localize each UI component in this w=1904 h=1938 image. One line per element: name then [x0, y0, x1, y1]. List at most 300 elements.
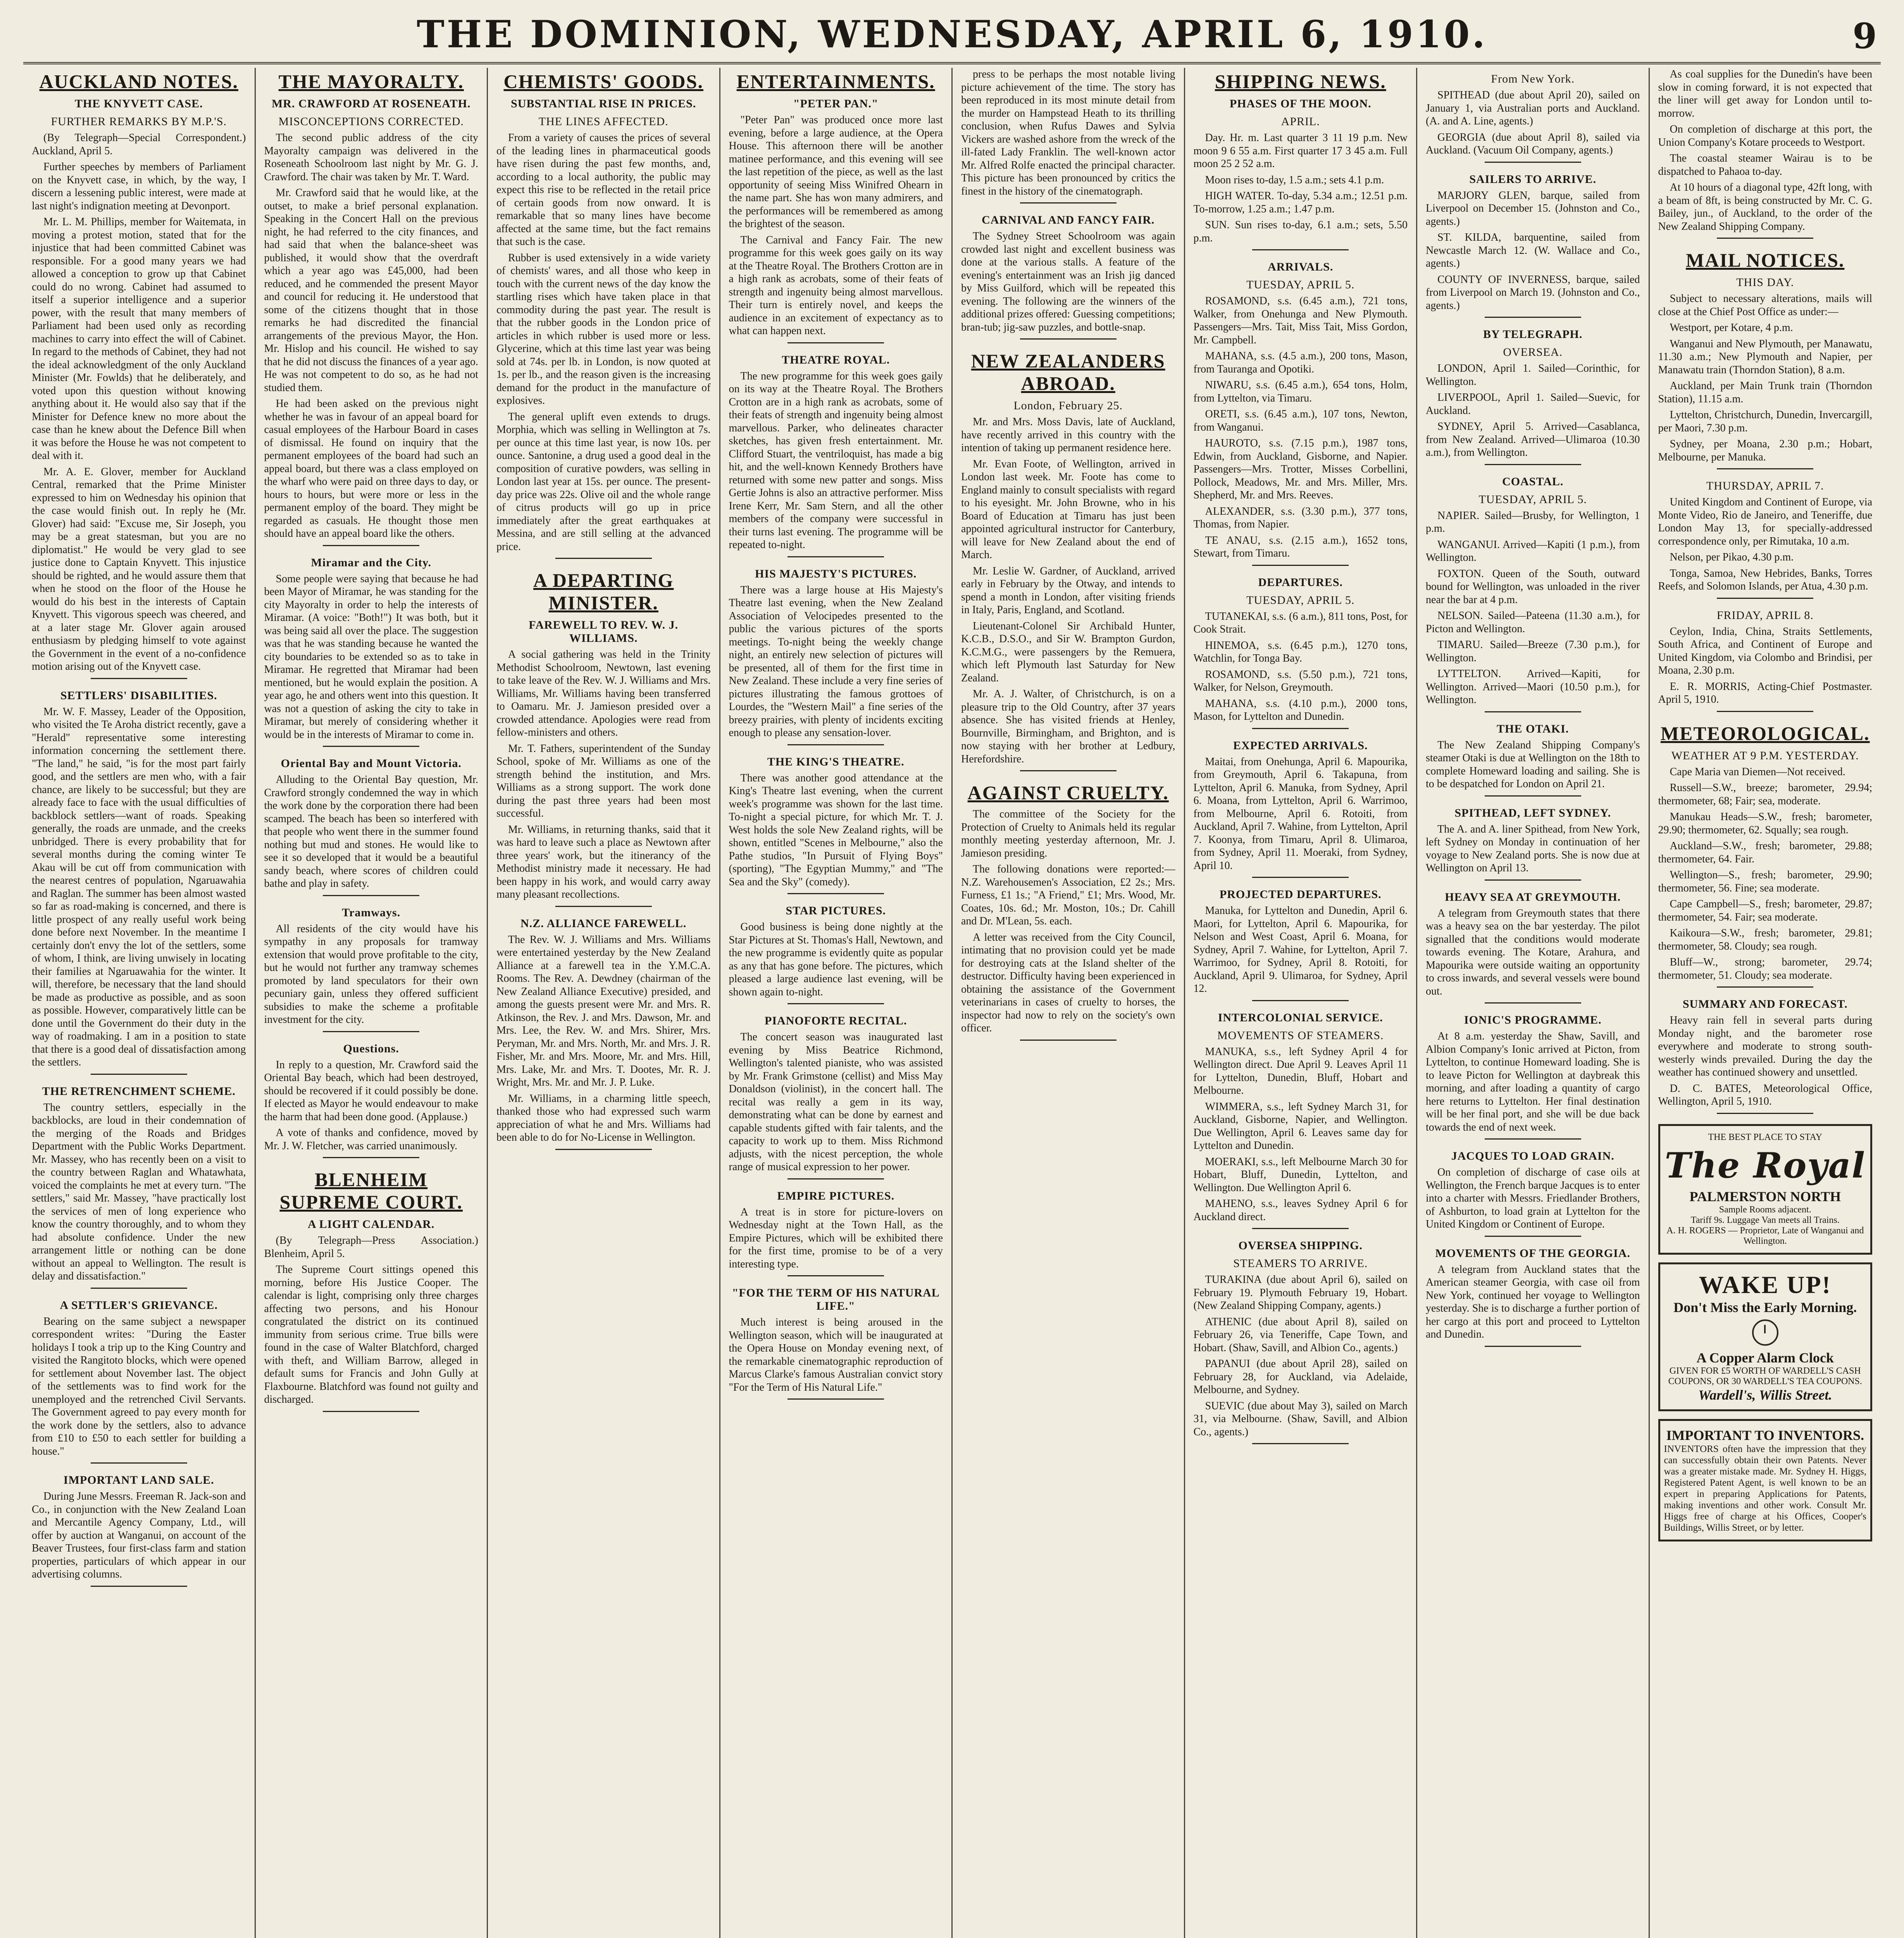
section-divider [323, 1031, 419, 1032]
article-subhead: "PETER PAN." [793, 97, 879, 110]
section-divider [555, 906, 652, 907]
article-subhead: "FOR THE TERM OF HIS NATURAL LIFE." [732, 1286, 940, 1312]
article-subhead: JACQUES TO LOAD GRAIN. [1451, 1150, 1615, 1162]
article-paragraph: HIGH WATER. To-day, 5.34 a.m.; 12.51 p.m. To-morrow, 1.25 a.m.; 1.47 p.m. [1193, 190, 1408, 215]
ad-tagline: THE BEST PLACE TO STAY [1708, 1132, 1823, 1142]
article-paragraph: Rubber is used extensively in a wide variety of chemists' wares, and all those who keep in touch with the current news of the day know the startling rises which have taken place in that commodity during the past year. The result is that the rubber goods in the London price of articles in which rubber is used more or less. Glycerine, which at this time last year was being sold at 74s. per lb. in London, is now quoted at 1s. per lb., and the reason given is the increasing demand for the product in the manufacture of explosives. [496, 252, 711, 407]
article-paragraph: HINEMOA, s.s. (6.45 p.m.), 1270 tons, Watchlin, for Tonga Bay. [1193, 639, 1408, 664]
article-paragraph: Westport, per Kotare, 4 p.m. [1670, 322, 1793, 334]
clock-advertisement [1658, 1262, 1873, 1411]
article-subhead: MOVEMENTS OF THE GEORGIA. [1435, 1247, 1630, 1260]
newspaper-column-8 [1650, 68, 1881, 1938]
article-paragraph: On completion of discharge at this port, the Union Company's Kotare proceeds to Westport. [1658, 123, 1872, 148]
section-divider [1485, 162, 1581, 163]
article-subhead: Oriental Bay and Mount Victoria. [281, 757, 462, 770]
article-kicker: THURSDAY, APRIL 7. [1706, 479, 1824, 492]
section-divider [323, 746, 419, 747]
article-headline: BLENHEIM SUPREME COURT. [279, 1169, 463, 1213]
article-subhead: OVERSEA SHIPPING. [1238, 1239, 1363, 1252]
article-paragraph: At 8 a.m. yesterday the Shaw, Savill, and Albion Company's Ionic arrived at Picton, from Lyttelton, to continue Homeward loading. She is to leave Picton for Wellington at daybreak this morning, and after loading a quantity of cargo here returns to Lyttelton. Her final destination will be her final port, and she will be due back towards the end of next week. [1426, 1030, 1640, 1133]
article-paragraph: SYDNEY, April 5. Arrived—Casablanca, from New Zealand. Arrived—Ulimaroa (10.30 a.m.), from Wellington. [1426, 421, 1640, 459]
article-paragraph: Mr. A. J. Walter, of Christchurch, is on a pleasure trip to the Old Country, after 37 years absence. She has visited friends at Henley, Bournville, Birmingham, and Brighton, and is now staying with her brother at Ledbury, Herefordshire. [961, 688, 1175, 765]
article [264, 906, 479, 1032]
article-paragraph: Mr. L. M. Phillips, member for Waitemata, in moving a protest motion, stated that for the injustice that had been committed Cabinet was responsible. For a good many years we had allowed a conception to grow up that Cabinet could do no wrong. Cabinet had assumed to itself a superior intelligence and a superior power, with the result that many members of Parliament had been used only as recording machines to carry into effect the will of Cabinet. In regard to the methods of Cabinet, they had not the ideal acknowledgment of the only Auckland Minister (Mr. Fowlds) that he deliberately, and voted upon this question without knowing anything about it. He would also say that if the Minister for Defence knew no more about the case than he knew about the Defence Bill when it was before the House he was not competent to deal with it. [32, 216, 246, 462]
article [496, 917, 711, 1150]
section-divider [787, 1003, 884, 1004]
article-paragraph: The following donations were reported:—N.Z. Warehousemen's Association, £2 2s.; Mrs. Furness, £1 1s.; "A Friend," £1; Mrs. Wood, Mr. Coates, 10s. 6d.; Mr. Moston, 10s.; Dr. Cahill and Dr. M'Lean, 5s. each. [961, 863, 1175, 927]
article-kicker: MISCONCEPTIONS CORRECTED. [278, 115, 464, 128]
section-divider [1252, 1000, 1349, 1001]
page-number: 9 [1852, 16, 1877, 57]
section-divider [323, 545, 419, 546]
article-subhead: N.Z. ALLIANCE FAREWELL. [520, 917, 687, 930]
article-subhead: THEATRE ROYAL. [782, 353, 890, 366]
article-subhead: A LIGHT CALENDAR. [308, 1218, 435, 1231]
section-divider [91, 678, 187, 679]
article-subhead: EMPIRE PICTURES. [777, 1189, 895, 1202]
article-kicker: FURTHER REMARKS BY M.P.'S. [51, 115, 227, 128]
patent-advertisement [1658, 1419, 1873, 1541]
article-paragraph: PAPANUI (due about April 28), sailed on February 28, for Auckland, via Adelaide, Melbourne, and Sydney. [1193, 1358, 1408, 1396]
article-kicker: THE LINES AFFECTED. [538, 115, 669, 128]
section-divider [555, 1149, 652, 1150]
newspaper-column-1 [23, 68, 256, 1938]
store-name: Wardell's, Willis Street. [1698, 1387, 1832, 1403]
section-divider [323, 895, 419, 896]
article-paragraph: press to be perhaps the most notable living picture achievement of the time. The story has been reproduced in its most minute detail from the murder on Hampstead Heath to its thrilling conclusion, when Rufus Dawes and Sylvia Vickers are washed ashore from the wreck of the ill-fated Lady Franklin. The well-known actor Mr. Alfred Rolfe enacted the principal character. This picture has been pronounced by critics the finest in the history of the cinematograph. [961, 68, 1175, 197]
article-paragraph: WIMMERA, s.s., left Sydney March 31, for Auckland, Gisborne, Napier, and Wellington. Due Wellington, April 6. Leaves same day for Lyttelton and Dunedin. [1193, 1100, 1408, 1152]
article [1658, 609, 1873, 712]
article-paragraph: Kaikoura—S.W., fresh; barometer, 29.81; thermometer, 58. Cloudy; sea rough. [1658, 927, 1872, 952]
article-paragraph: During June Messrs. Freeman R. Jack-son and Co., in conjunction with the New Zealand Loan and Mercantile Agency Company, Ltd., will offer by auction at Wanganui, on account of the Beaver Trustees, four first-class farm and station properties, particulars of which appear in our advertising columns. [32, 1490, 246, 1580]
article-paragraph: Some people were saying that because he had been Mayor of Miramar, he was standing for the city Mayoralty in order to help the interests of Miramar. (A voice: "Both!") It was both, but it was being said all over the place. The suggestion was that he was standing because he wanted the city boundaries to be extended so as to take in Miramar. He regretted that Miramar had been mentioned, but he would explain the position. A year ago, he and others went into this question. It was not a question of asking the city to take in Miramar, but merely of considering whether it would be in the interests of Miramar to come in. [264, 572, 478, 741]
article-kicker: WEATHER AT 9 P.M. YESTERDAY. [1671, 749, 1859, 762]
article-paragraph: NAPIER. Sailed—Brusby, for Wellington, 1 p.m. [1426, 509, 1640, 535]
article-subhead: EXPECTED ARRIVALS. [1233, 739, 1368, 752]
section-divider [787, 556, 884, 557]
article-subhead: SUMMARY AND FORECAST. [1682, 998, 1848, 1010]
article-headline: METEOROLOGICAL. [1660, 722, 1870, 744]
article [496, 70, 711, 559]
article-paragraph: There was another good attendance at the King's Theatre last evening, when the current week's programme was shown for the last time. To-night a special picture, for which Mr. T. J. West holds the sole New Zealand rights, will be shown, entitled "Scenes in Melbourne," also the Pathe studios, "In Pursuit of Flying Boys" (sporting), "The Egyptian Mummy," and "The Sea and the Sky" (comedy). [729, 772, 943, 888]
article-subhead: HIS MAJESTY'S PICTURES. [755, 567, 917, 580]
article-paragraph: Sydney, per Moana, 2.30 p.m.; Hobart, Melbourne, per Manuka. [1658, 438, 1872, 463]
article-headline: THE MAYORALTY. [278, 71, 464, 92]
newspaper-column-5 [953, 68, 1185, 1938]
newspaper-column-4 [720, 68, 953, 1938]
section-divider [1485, 464, 1581, 465]
article-subhead: Miramar and the City. [311, 556, 431, 569]
article [729, 567, 943, 745]
article [729, 1190, 943, 1277]
article-paragraph: Auckland—S.W., fresh; barometer, 29.88; thermometer, 64. Fair. [1658, 840, 1872, 865]
article-subhead: FAREWELL TO REV. W. J. WILLIAMS. [529, 619, 679, 645]
section-divider [787, 1178, 884, 1179]
article-subhead: IMPORTANT LAND SALE. [63, 1474, 214, 1486]
article-kicker: TUESDAY, APRIL 5. [1246, 278, 1355, 291]
section-divider [1717, 468, 1813, 469]
article-subhead: PHASES OF THE MOON. [1229, 97, 1372, 110]
article-subhead: STAR PICTURES. [786, 904, 886, 917]
article-headline: MAIL NOTICES. [1686, 249, 1845, 271]
article-paragraph: MOERAKI, s.s., left Melbourne March 30 for Hobart, Bluff, Dunedin, Lyttelton, and Wellington. Due Wellington April 6. [1193, 1155, 1408, 1194]
article-kicker: FRIDAY, APRIL 8. [1716, 609, 1814, 622]
section-divider [91, 1288, 187, 1289]
article [32, 1474, 246, 1587]
article [1194, 888, 1408, 1001]
article-headline: AUCKLAND NOTES. [39, 71, 238, 92]
article [729, 353, 943, 557]
article-paragraph: Lyttelton, Christchurch, Dunedin, Invercargill, per Maori, 7.30 p.m. [1658, 409, 1872, 434]
article [1426, 891, 1640, 1004]
article-paragraph: Manuka, for Lyttelton and Dunedin, April 6. Maori, for Lyttelton, April 6. Mapourika, for Nelson and West Coast, April 6. Moana, for Sydney, April 7. Wahine, for Lyttelton, April 7. Warrimoo, for Sydney, April 8. Rotoiti, for Auckland, April 9. Ulimaroa, for Sydney, April 12. [1193, 905, 1408, 995]
article-paragraph: A vote of thanks and confidence, moved by Mr. J. W. Fletcher, was carried unanimously. [264, 1127, 478, 1152]
section-divider [1020, 1040, 1117, 1041]
masthead-title: THE DOMINION, WEDNESDAY, APRIL 6, 1910. [417, 12, 1487, 56]
article-paragraph: A letter was received from the City Council, intimating that no provision could yet be made for destroying cats at the Island shelter of the destructor. Difficulty having been experienced in obtaining the assistance of the Government veterinarians in cases of cruelty to horses, the inspector had now to rely on the society's own officer. [961, 931, 1175, 1034]
article [729, 904, 943, 1004]
article [1194, 739, 1408, 878]
article-subhead: HEAVY SEA AT GREYMOUTH. [1445, 890, 1621, 903]
article-subhead: THE RETRENCHMENT SCHEME. [42, 1085, 236, 1098]
article-subhead: SETTLERS' DISABILITIES. [60, 689, 217, 702]
newspaper-column-7 [1417, 68, 1650, 1938]
article-kicker: STEAMERS TO ARRIVE. [1233, 1257, 1368, 1270]
article [1426, 1014, 1640, 1140]
ad-body: INVENTORS often have the impression that they can successfully obtain their own Patents. Never was a greater mistake made. Mr. Sydney H. Higgs, Registered Patent Agent, is well known to be an expert in preparing Applications for Patents, making inventions and other work. Consult Mr. Higgs free of charge at his Offices, Cooper's Buildings, Willis Street, or by letter. [1664, 1443, 1866, 1533]
article-paragraph: The committee of the Society for the Protection of Cruelty to Animals held its regular monthly meeting yesterday afternoon, Mr. J. Jamieson presiding. [961, 808, 1175, 859]
article-paragraph: Nelson, per Pikao, 4.30 p.m. [1670, 551, 1794, 563]
article-paragraph: The Carnival and Fancy Fair. The new programme for this week goes gaily on its way at the Theatre Royal. The Brothers Crotton are in a high rank as acrobats, some of their feats of strength and ingenuity being almost marvellous. Their turn is entirely novel, and keeps the audience in an excitement of expectancy as to what can happen next. [729, 234, 943, 337]
article-paragraph: The coastal steamer Wairau is to be dispatched to Pahaoa to-day. [1658, 152, 1872, 178]
article-paragraph: A telegram from Greymouth states that there was a heavy sea on the bar yesterday. The pilot signalled that the conditions would moderate towards evening. The Kotare, Arahura, and Mapourika were outside waiting an opportunity to cross inwards, and several vessels were bound out. [1426, 907, 1640, 997]
article-paragraph: Auckland, per Main Trunk train (Thorndon Station), 11.15 a.m. [1658, 380, 1872, 405]
article [1426, 328, 1640, 465]
article-subhead: MR. CRAWFORD AT ROSENEATH. [271, 97, 471, 110]
section-divider [1485, 1002, 1581, 1003]
article-paragraph: TIMARU. Sailed—Breeze (7.30 p.m.), for Wellington. [1426, 639, 1640, 664]
article-kicker: MOVEMENTS OF STEAMERS. [1217, 1029, 1384, 1042]
article-paragraph: The Sydney Street Schoolroom was again crowded last night and excellent business was done at the various stalls. A feature of the evening's entertainment was an Irish jig danced by Miss Guilford, which will be repeated this evening. The following are the winners of the additional prizes offered: Guessing competitions; bran-tub; jig-saw puzzles, and bottle-snap. [961, 230, 1175, 333]
article-paragraph: In reply to a question, Mr. Crawford said the Oriental Bay beach, which had been destroyed, should be recovered if it could possibly be done. If elected as Mayor he would endeavour to make the harm that had been done good. (Applause.) [264, 1059, 478, 1123]
article [1426, 173, 1640, 318]
article-paragraph: MARJORY GLEN, barque, sailed from Liverpool on December 15. (Johnston and Co., agents.) [1426, 189, 1640, 228]
article [729, 755, 943, 895]
article-subhead: SPITHEAD, LEFT SYDNEY. [1454, 806, 1611, 819]
article-paragraph: MAHANA, s.s. (4.10 p.m.), 2000 tons, Mason, for Lyttelton and Dunedin. [1193, 697, 1408, 722]
article-paragraph: Ceylon, India, China, Straits Settlements, South Africa, and Continent of Europe and United Kingdom, via Colombo and Brindisi, per Moana, 2.30 p.m. [1658, 625, 1872, 676]
ad-offer-title: A Copper Alarm Clock [1696, 1350, 1834, 1366]
article [1426, 72, 1640, 163]
article-headline: A DEPARTING MINISTER. [533, 569, 674, 614]
article-paragraph: Cape Maria van Diemen—Not received. [1670, 766, 1845, 778]
article-paragraph: Good business is being done nightly at the Star Pictures at St. Thomas's Hall, Newtown, and the new programme is evidently quite as popular as any that has gone before. The pictures, which pleased a large audience last evening, will be shown again to-night. [729, 921, 943, 998]
section-divider [323, 1411, 419, 1412]
article-paragraph: COUNTY OF INVERNESS, barque, sailed from Liverpool on March 19. (Johnston and Co., agents.) [1426, 273, 1640, 312]
article-subhead: PROJECTED DEPARTURES. [1219, 888, 1382, 901]
article [1194, 576, 1408, 729]
article-subhead: THE KING'S THEATRE. [767, 755, 905, 768]
hotel-line: Sample Rooms adjacent. [1719, 1204, 1811, 1215]
article-paragraph: United Kingdom and Continent of Europe, via Monte Video, Rio de Janeiro, and Teneriffe, due London May 13, for specially-addressed correspondence only, per Rimutaka, 10 a.m. [1658, 496, 1872, 547]
section-divider [1020, 338, 1117, 340]
article-kicker: London, February 25. [1013, 399, 1123, 412]
article [961, 350, 1175, 771]
article-paragraph: There was a large house at His Majesty's Theatre last evening, when the New Zealand Association of Velocipedes presented to the public the various pictures of the sports meetings. To-night being the weekly change night, an entirely new selection of pictures will be presented, all of them for the first time in New Zealand. These include a very fine series of pictures illustrating the famous grottoes of Lourdes, the "Western Mail" a fine series of the breezy prairies, with plenty of incidents exciting enough to please any sensation-lover. [729, 584, 943, 739]
article-paragraph: Maitai, from Onehunga, April 6. Mapourika, from Greymouth, April 6. Takapuna, from Lyttelton, April 6. Manuka, from Sydney, April 6. Moana, from Lyttelton, April 6. Warrimoo, from Melbourne, April 6. Rotoiti, from Auckland, April 7. Wahine, from Lyttelton, April 7. Koonya, from Timaru, April 8. Ulimaroa, from Sydney, April 11. Moeraki, from Sydney, April 10. [1193, 755, 1408, 872]
article-paragraph: Further speeches by members of Parliament on the Knyvett case, in which, by the way, I discern a lessening public interest, were made at last night's indignation meeting at Devonport. [32, 161, 246, 212]
article-subhead: Questions. [343, 1042, 399, 1055]
article-paragraph: NIWARU, s.s. (6.45 a.m.), 654 tons, Holm, from Lyttelton, via Timaru. [1193, 379, 1408, 404]
article-paragraph: He had been asked on the previous night whether he was in favour of an appeal board for casual employees of the Harbour Board in cases of dismissal. He found on inquiry that the permanent employees of the board had such an appeal board, but there was a class employed on the wharf who were paid on three days to day, or hours to hours, but were more or less in the permanent employ of the board. They might be regarded as casuals. He thought those men should have an appeal board like the others. [264, 398, 478, 540]
section-divider [1252, 1228, 1349, 1229]
section-divider [1485, 1138, 1581, 1140]
section-divider [1717, 986, 1813, 988]
hotel-advertisement [1658, 1124, 1873, 1255]
article-paragraph: NELSON. Sailed—Pateena (11.30 a.m.), for Picton and Wellington. [1426, 610, 1640, 635]
article [1194, 70, 1408, 250]
article-paragraph: From a variety of causes the prices of several of the leading lines in pharmaceutical goods have risen during the past few months, and, according to a local authority, the public may expect this rise to be reflected in the retail price of certain goods from now onward. It is remarkable that so many lines have become affected at the same time, but the fact remains that such is the case. [496, 132, 711, 248]
article-paragraph: ORETI, s.s. (6.45 a.m.), 107 tons, Newton, from Wanganui. [1193, 408, 1408, 433]
clock-icon [1664, 1319, 1867, 1346]
article-headline: AGAINST CRUELTY. [967, 782, 1169, 803]
article [264, 70, 479, 546]
section-divider [1020, 202, 1117, 203]
article [1194, 260, 1408, 566]
article [32, 70, 246, 679]
article-paragraph: Moon rises to-day, 1.5 a.m.; sets 4.1 p.m. [1205, 174, 1384, 186]
article-paragraph: HAUROTO, s.s. (7.15 p.m.), 1987 tons, Edwin, from Auckland, Gisborne, and Napier. Passengers—Mrs. Trotter, Misses Corbellini, Pollock, Meadows, Mr. and Mrs. Miller, Mrs. Shepherd, Mr. and Mrs. Reeves. [1193, 437, 1408, 501]
article-paragraph: Heavy rain fell in several parts during Monday night, and the barometer rose everywhere and moderate to strong south-westerly winds prevailed. During the day the weather has continued showery and unsettled. [1658, 1014, 1872, 1078]
article-paragraph: ALEXANDER, s.s. (3.30 p.m.), 377 tons, Thomas, from Napier. [1193, 505, 1408, 530]
article-paragraph: Mr. Williams, in returning thanks, said that it was hard to leave such a place as Newtown after three years' work, but the itinerancy of the Methodist ministry made it necessary. He had been happy in his work, and would carry away many pleasant recollections. [496, 823, 711, 900]
article-paragraph: LIVERPOOL, April 1. Sailed—Suevic, for Auckland. [1426, 391, 1640, 417]
article-paragraph: D. C. BATES, Meteorological Office, Wellington, April 5, 1910. [1658, 1082, 1872, 1107]
article-kicker: OVERSEA. [1503, 346, 1563, 359]
article-paragraph: SUEVIC (due about May 3), sailed on March 31, via Melbourne. (Shaw, Savill, and Albion Co., agents.) [1193, 1400, 1408, 1438]
article-subhead: INTERCOLONIAL SERVICE. [1218, 1011, 1383, 1024]
article-headline: SHIPPING NEWS. [1215, 71, 1386, 92]
article [1426, 475, 1640, 712]
article [264, 1168, 479, 1412]
article-paragraph: SUN. Sun rises to-day, 6.1 a.m.; sets, 5.50 p.m. [1193, 219, 1408, 244]
article [496, 569, 711, 907]
section-divider [787, 893, 884, 894]
section-divider [787, 1275, 884, 1276]
article [1426, 1247, 1640, 1347]
article-paragraph: The second public address of the city Mayoralty campaign was delivered in the Roseneath Schoolroom last night by Mr. G. J. Crawford. The chair was taken by Mr. T. Ward. [264, 132, 478, 183]
article-paragraph: FOXTON. Queen of the South, outward bound for Wellington, was unloaded in the river near the bar at 4 p.m. [1426, 567, 1640, 606]
article-paragraph: At 10 hours of a diagonal type, 42ft long, with a beam of 8ft, is being constructed by Mr. C. G. Bailey, jun., of Auckland, to the order of the New Zealand Shipping Company. [1658, 181, 1872, 233]
article-paragraph: TE ANAU, s.s. (2.15 a.m.), 1652 tons, Stewart, from Timaru. [1193, 534, 1408, 559]
section-divider [1485, 1236, 1581, 1237]
article-paragraph: All residents of the city would have his sympathy in any proposals for tramway extension that would prove profitable to the city, but he would not further any tramway schemes promoted by land speculators for their own pecuniary gain, unless they offered sufficient subsidies to make the scheme a profitable investment for the city. [264, 922, 478, 1026]
article-paragraph: Lieutenant-Colonel Sir Archibald Hunter, K.C.B., D.S.O., and Sir W. Brampton Gurdon, K.C.M.G., were passengers by the Remuera, which left Plymouth last Saturday for New Zealand. [961, 620, 1175, 684]
article-kicker: APRIL. [1281, 115, 1320, 128]
article-subhead: PIANOFORTE RECITAL. [765, 1014, 907, 1027]
article [1658, 249, 1873, 469]
section-divider [1252, 1443, 1349, 1444]
article-paragraph: Much interest is being aroused in the Wellington season, which will be inaugurated at the Opera House on Monday evening next, of the remarkable cinematographic reproduction of Marcus Clarke's famous Australian convict story "For the Term of His Natural Life." [729, 1316, 943, 1393]
article-subhead: SAILERS TO ARRIVE. [1469, 172, 1597, 186]
section-divider [1252, 877, 1349, 878]
hotel-town: PALMERSTON NORTH [1689, 1188, 1841, 1204]
article-paragraph: Bluff—W., strong; barometer, 29.74; thermometer, 51. Cloudy; sea moderate. [1658, 956, 1872, 981]
article-paragraph: Mr. T. Fathers, superintendent of the Sunday School, spoke of Mr. Williams as one of the strength behind the institution, and Mrs. Williams as a strong support. The work done during the past three years had been most successful. [496, 742, 711, 819]
article-paragraph: (By Telegraph—Special Correspondent.) Auckland, April 5. [32, 132, 246, 157]
article-paragraph: Wellington—S., fresh; barometer, 29.90; thermometer, 56. Fine; sea moderate. [1658, 869, 1872, 894]
article-paragraph: Mr. W. F. Massey, Leader of the Opposition, who visited the Te Aroha district recently, gave a "Herald" representative some interesting information concerning the settlement there. "The land," he said, "is for the most part fairly good, and the settlers are men who, with a fair chance, are likely to be successful; but they are already face to face with the usual difficulties of backblock settlers—want of roads. Speaking generally, the roads are unmade, and the creeks unbridged. There is every probability that for several months during the coming winter Te Akau will be cut off from communication with the nearest centres of population, Ngaruawahia and Raglan. The summer has been almost wasted so far as road-making is concerned, and there is little prospect of any really useful work being done before next November. In the meantime I certainly don't envy the lot of the settlers, some of whom, I think, are living unwisely in locating their families at Ngaruawahia for the winter. It will, therefore, be necessary that the land should be made as productive as possible, and as soon as possible. However, comparatively little can be done until the Government do their duty in the way of roadmaking. I am in a position to state that there is a good deal of dissatisfaction among the settlers. [32, 705, 246, 1068]
article [1426, 1150, 1640, 1237]
article [729, 1286, 943, 1400]
article-paragraph: (By Telegraph—Press Association.) Blenheim, April 5. [264, 1235, 478, 1260]
column-container [23, 68, 1881, 1938]
article-paragraph: LYTTELTON. Arrived—Kapiti, for Wellington. Arrived—Maori (10.50 p.m.), for Wellington. [1426, 668, 1640, 706]
article [1426, 722, 1640, 797]
article [1658, 479, 1873, 599]
article [961, 214, 1175, 340]
section-divider [1485, 317, 1581, 318]
section-divider [1020, 770, 1117, 771]
article-paragraph: GEORGIA (due about April 8), sailed via Auckland. (Vacuum Oil Company, agents.) [1426, 131, 1640, 156]
article-paragraph: Manukau Heads—S.W., fresh; barometer, 29.90; thermometer, 62. Squally; sea rough. [1658, 811, 1872, 836]
article-paragraph: Subject to necessary alterations, mails will close at the Chief Post Office as under:— [1658, 293, 1872, 318]
article [264, 556, 479, 747]
article-paragraph: WANGANUI. Arrived—Kapiti (1 p.m.), from Wellington. [1426, 538, 1640, 564]
section-divider [1717, 711, 1813, 712]
article-kicker: From New York. [1491, 72, 1575, 85]
article-paragraph: ST. KILDA, barquentine, sailed from Newcastle March 12. (W. Wallace and Co., agents.) [1426, 231, 1640, 269]
article-paragraph: On completion of discharge of case oils at Wellington, the French barque Jacques is to enter into a charter with Messrs. Friedlander Brothers, of Ashburton, to load grain at Lyttelton for the United Kingdom or Continent of Europe. [1426, 1166, 1640, 1230]
article-paragraph: The general uplift even extends to drugs. Morphia, which was selling in Wellington at 7s. per ounce at this time last year, is now 10s. per ounce. Santonine, a drug used a good deal in the composition of curative powders, was selling in London last year at 15s. per ounce. The present-day price was 22s. Olive oil and the whole range of citrus products will go up in price immediately after the great earthquakes at Messina, and are still selling at the advanced price. [496, 410, 711, 553]
article-subhead: THE OTAKI. [1497, 722, 1569, 735]
article-paragraph: A social gathering was held in the Trinity Methodist Schoolroom, Newtown, last evening to take leave of the Rev. W. J. Williams and Mrs. Williams, Mr. Williams having been transferred to Oamaru. Mr. J. Jamieson presided over a crowded attendance. Apologies were read from fellow-ministers and others. [496, 648, 711, 738]
section-divider [91, 1462, 187, 1464]
article-kicker: THIS DAY. [1736, 276, 1794, 289]
article-paragraph: "Peter Pan" was produced once more last evening, before a large audience, at the Opera House. This afternoon there will be another matinee performance, and this evening will see the last repetition of the piece, as well as the last opportunity of seeing Miss Winifred Ohearn in the name part. She has won many admirers, and the performances will be remembered as among the brightest of the season. [729, 114, 943, 230]
article-paragraph: Tonga, Samoa, New Hebrides, Banks, Torres Reefs, and Solomon Islands, per Atua, 4.30 p.m. [1658, 567, 1872, 592]
newspaper-column-3 [488, 68, 720, 1938]
section-divider [787, 1398, 884, 1400]
article-subhead: COASTAL. [1502, 475, 1564, 488]
article-paragraph: Mr. A. E. Glover, member for Auckland Central, remarked that the Prime Minister expressed to him on Wednesday his opinion that the case would finish out. In reply he (Mr. Glover) had said: "Excuse me, Sir Joseph, you may be a great statesman, but you are no diplomatist." He would be very glad to see justice done to Captain Knyvett. This injustice should be righted, and he would assure them that when he stood on the floor of the House he would do his best in the interests of Captain Knyvett. This vigorous speech was cheered, and at a later stage Mr. Glover again aroused enthusiasm by pledging himself to vote against the Government in the event of a no-confidence motion arising out of the Knyvett case. [32, 466, 246, 672]
article-paragraph: TURAKINA (due about April 6), sailed on February 19. Plymouth February 19, Hobart. (New Zealand Shipping Company, agents.) [1193, 1274, 1408, 1312]
article-paragraph: Mr. and Mrs. Moss Davis, late of Auckland, have recently arrived in this country with the intention of taking up permanent residence here. [961, 416, 1175, 454]
article-subhead: Tramways. [342, 906, 401, 919]
article-paragraph: Russell—S.W., breeze; barometer, 29.94; thermometer, 68; Fair; sea, moderate. [1658, 782, 1872, 807]
article-paragraph: The country settlers, especially in the backblocks, are loud in their condemnation of the merging of the Roads and Bridges Department with the Public Works Department. Mr. Massey, who has recently been on a visit to the country between Raglan and Whatawhata, voiced the complaints he met at every turn. "The settlers," said Mr. Massey, "have practically lost the services of men of long experience who know the country thoroughly, and to whom they had absolute confidence. Under the new arrangement little or nothing can be done without an appeal to Wellington. The result is delay and dissatisfaction." [32, 1101, 246, 1282]
hotel-line: Tariff 9s. Luggage Van meets all Trains. [1690, 1215, 1840, 1225]
article [1194, 1239, 1408, 1444]
article-paragraph: ROSAMOND, s.s. (6.45 a.m.), 721 tons, Walker, from Onehunga and New Plymouth. Passengers—Mrs. Tait, Miss Tait, Miss Gordon, Mr. Campbell. [1193, 295, 1408, 346]
section-divider [1717, 598, 1813, 599]
article-paragraph: The New Zealand Shipping Company's steamer Otaki is due at Wellington on the 18th to complete Homeward loading and sailing. She is to be despatched for London on April 21. [1426, 739, 1640, 790]
section-divider [1252, 249, 1349, 250]
article [1658, 998, 1873, 1114]
section-divider [1252, 728, 1349, 729]
article [264, 757, 479, 896]
section-divider [1717, 1113, 1813, 1114]
article-subhead: CARNIVAL AND FANCY FAIR. [982, 214, 1155, 226]
article-paragraph: A telegram from Auckland states that the American steamer Georgia, with case oil from New York, continued her voyage to Wellington yesterday. She is to discharge a further portion of her cargo at this port and proceed to Lyttelton and Dunedin. [1426, 1263, 1640, 1340]
article-paragraph: The Rev. W. J. Williams and Mrs. Williams were entertained yesterday by the New Zealand Alliance at a farewell tea in the Y.M.C.A. Rooms. The Rev. A. Dewdney (chairman of the New Zealand Alliance Executive) presided, and among the guests present were Mr. and Mrs. R. Atkinson, the Rev. J. and Mrs. Dawson, Mr. and Mrs. Lee, the Rev. W. and Mrs. Shirer, Mrs. Peryman, Mr. and Mrs. North, Mr. and Mrs. J. R. Fisher, Mr. and Mrs. Moore, Mr. and Mrs. Hill, Mrs. Lake, Mr. and Mrs. T. Dootes, Mr. R. J. Wright, Mrs. Mr. and Mr. J. P. Luke. [496, 933, 711, 1088]
article-paragraph: The Supreme Court sittings opened this morning, before His Justice Cooper. The calendar is light, comprising only three charges affecting two persons, and his Honour congratulated the district on its continued immunity from serious crime. True bills were found in the case of Walter Blatchford, charged with theft, and William Barrow, alleged in default sums for Francis and John Gully at Flaxbourne. Blatchford was found not guilty and discharged. [264, 1264, 478, 1405]
masthead [23, 8, 1881, 64]
article-subhead: THE KNYVETT CASE. [74, 97, 203, 110]
article-paragraph: A treat is in store for picture-lovers on Wednesday night at the Town Hall, as the Empire Pictures, which will be exhibited there for the first time, promise to be of a very interesting type. [729, 1206, 943, 1270]
article-paragraph: Mr. Leslie W. Gardner, of Auckland, arrived early in February by the Otway, and intends to spend a month in London, after visiting friends in Italy, Paris, England, and Scotland. [961, 565, 1175, 616]
section-divider [91, 1586, 187, 1587]
article [1194, 1011, 1408, 1229]
section-divider [1485, 879, 1581, 881]
section-divider [555, 558, 652, 559]
article-paragraph: Cape Campbell—S., fresh; barometer, 29.87; thermometer, 54. Fair; sea moderate. [1658, 898, 1872, 923]
article-paragraph: MAHANA, s.s. (4.5 a.m.), 200 tons, Mason, from Tauranga and Opotiki. [1193, 350, 1408, 375]
section-divider [1485, 795, 1581, 797]
article-paragraph: As coal supplies for the Dunedin's have been slow in coming forward, it is not expected that the liner will get away for London until to-morrow. [1658, 68, 1872, 119]
hotel-logo: The Royal [1664, 1145, 1866, 1186]
article-paragraph: Mr. Evan Foote, of Wellington, arrived in London last week. Mr. Foote has come to England mainly to consult specialists with regard to his eyesight. Mr. John Browne, who in his Board of Education at Timaru has just been appointed agricultural instructor for Canterbury, will leave for New Zealand about the end of March. [961, 458, 1175, 561]
article [1658, 722, 1873, 988]
newspaper-column-6 [1185, 68, 1418, 1938]
article [961, 781, 1175, 1041]
article-paragraph: ROSAMOND, s.s. (5.50 p.m.), 721 tons, Walker, for Nelson, Greymouth. [1193, 668, 1408, 693]
article-paragraph: ATHENIC (due about April 8), sailed on February 26, via Teneriffe, Cape Town, and Hobart. (Shaw, Savill, and Albion Co., agents.) [1193, 1316, 1408, 1354]
article-paragraph: Mr. Crawford said that he would like, at the outset, to make a brief personal explanation. Speaking in the Concert Hall on the previous night, he had referred to the city finances, and had said that when the balance-sheet was published, it would show that the overdraft which a year ago was £45,000, had been reduced, and he commended the present Mayor and council for reducing it. He understood that some of the citizens thought that in those remarks he had discredited the financial arrangements of the previous Mayor, the Hon. Mr. Hislop and his council. He wished to say that he did not discuss the finances of a year ago. He was not competent to do so, as he had not studied them. [264, 187, 478, 394]
article-paragraph: MAHENO, s.s., leaves Sydney April 6 for Auckland direct. [1193, 1198, 1408, 1223]
article-paragraph: Bearing on the same subject a newspaper correspondent writes: "During the Easter holidays I took a trip up to the King Country and visited the Rangitoto blocks, which were opened for settlement about November last. The object of the settlements was to find work for the unemployed and the retrenched Civil Servants. The Government agreed to pay every month for the work done by the settlers, also to advance from £10 to £50 to each settler for building a house." [32, 1315, 246, 1457]
article-headline: CHEMISTS' GOODS. [503, 71, 703, 92]
section-divider [787, 342, 884, 343]
section-divider [1485, 711, 1581, 712]
article-paragraph: TUTANEKAI, s.s. (6 a.m.), 811 tons, Post, for Cook Strait. [1193, 610, 1408, 635]
article-subhead: A SETTLER'S GRIEVANCE. [60, 1298, 218, 1312]
article [32, 1085, 246, 1289]
article [32, 1299, 246, 1464]
article-subhead: SUBSTANTIAL RISE IN PRICES. [511, 97, 696, 110]
article-subhead: ARRIVALS. [1268, 260, 1334, 273]
section-divider [91, 1074, 187, 1075]
article-headline: ENTERTAINMENTS. [736, 71, 935, 92]
article-paragraph: The A. and A. liner Spithead, from New York, left Sydney on Monday in continuation of her voyage to New Zealand ports. She is now due at Wellington on April 13. [1426, 823, 1640, 874]
article-paragraph: Day. Hr. m. Last quarter 3 11 19 p.m. New moon 9 6 55 a.m. First quarter 17 3 45 a.m. Full moon 25 2 52 a.m. [1193, 132, 1408, 170]
article-paragraph: The new programme for this week goes gaily on its way at the Theatre Royal. The Brothers Crotton are in a high rank as acrobats, some of their feats of strength and ingenuity being almost marvellous. Parker, who delineates character sketches, has given fresh entertainment. Mr. Clifford Stuart, the ventriloquist, has made a big hit, and the well-known Kennedy Brothers have returned with some new patter and songs. Miss Gertie Johns is also an attractive performer. Miss Irene Kerr, Mr. Sam Stern, and all the other members of the company were successful in their turns last evening. The programme will be repeated to-night. [729, 370, 943, 551]
article-paragraph: Mr. Williams, in a charming little speech, thanked those who had expressed such warm appreciation of what he and Mrs. Williams had been able to do for No-License in Wellington. [496, 1092, 711, 1143]
article-paragraph: Alluding to the Oriental Bay question, Mr. Crawford strongly condemned the way in which the work done by the corporation there had been scamped. The beach has been so interfered with that people who went there in the summer found nothing but mud and stones. He would like to see it so developed that it would be a beautiful sandy beach, where scores of children could bathe and play in safety. [264, 774, 478, 890]
article [1426, 807, 1640, 881]
section-divider [1252, 565, 1349, 566]
article-paragraph: MANUKA, s.s., left Sydney April 4 for Wellington direct. Due April 9. Leaves April 11 for Lyttelton, Dunedin, Bluff, Hobart and Melbourne. [1193, 1045, 1408, 1097]
article [1658, 68, 1873, 239]
ad-headline: WAKE UP! [1699, 1271, 1832, 1298]
section-divider [1717, 238, 1813, 239]
article-subhead: BY TELEGRAPH. [1483, 328, 1583, 341]
article-kicker: TUESDAY, APRIL 5. [1246, 593, 1355, 607]
section-divider [1485, 1346, 1581, 1347]
article-paragraph: Wanganui and New Plymouth, per Manawatu, 11.30 a.m.; New Plymouth and Napier, per Manawatu train (Thorndon Station), 8 a.m. [1658, 338, 1872, 376]
article [32, 689, 246, 1075]
article [729, 70, 943, 343]
article [729, 1014, 943, 1179]
ad-subhead: Don't Miss the Early Morning. [1673, 1299, 1857, 1315]
section-divider [323, 1157, 419, 1158]
article-paragraph: E. R. MORRIS, Acting-Chief Postmaster. April 5, 1910. [1658, 680, 1872, 705]
article-paragraph: SPITHEAD (due about April 20), sailed on January 1, via Australian ports and Auckland. (A. and A. Line, agents.) [1426, 89, 1640, 127]
section-divider [787, 744, 884, 745]
article-subhead: DEPARTURES. [1258, 576, 1343, 589]
article-subhead: IONIC'S PROGRAMME. [1464, 1014, 1602, 1026]
newspaper-column-2 [256, 68, 488, 1938]
